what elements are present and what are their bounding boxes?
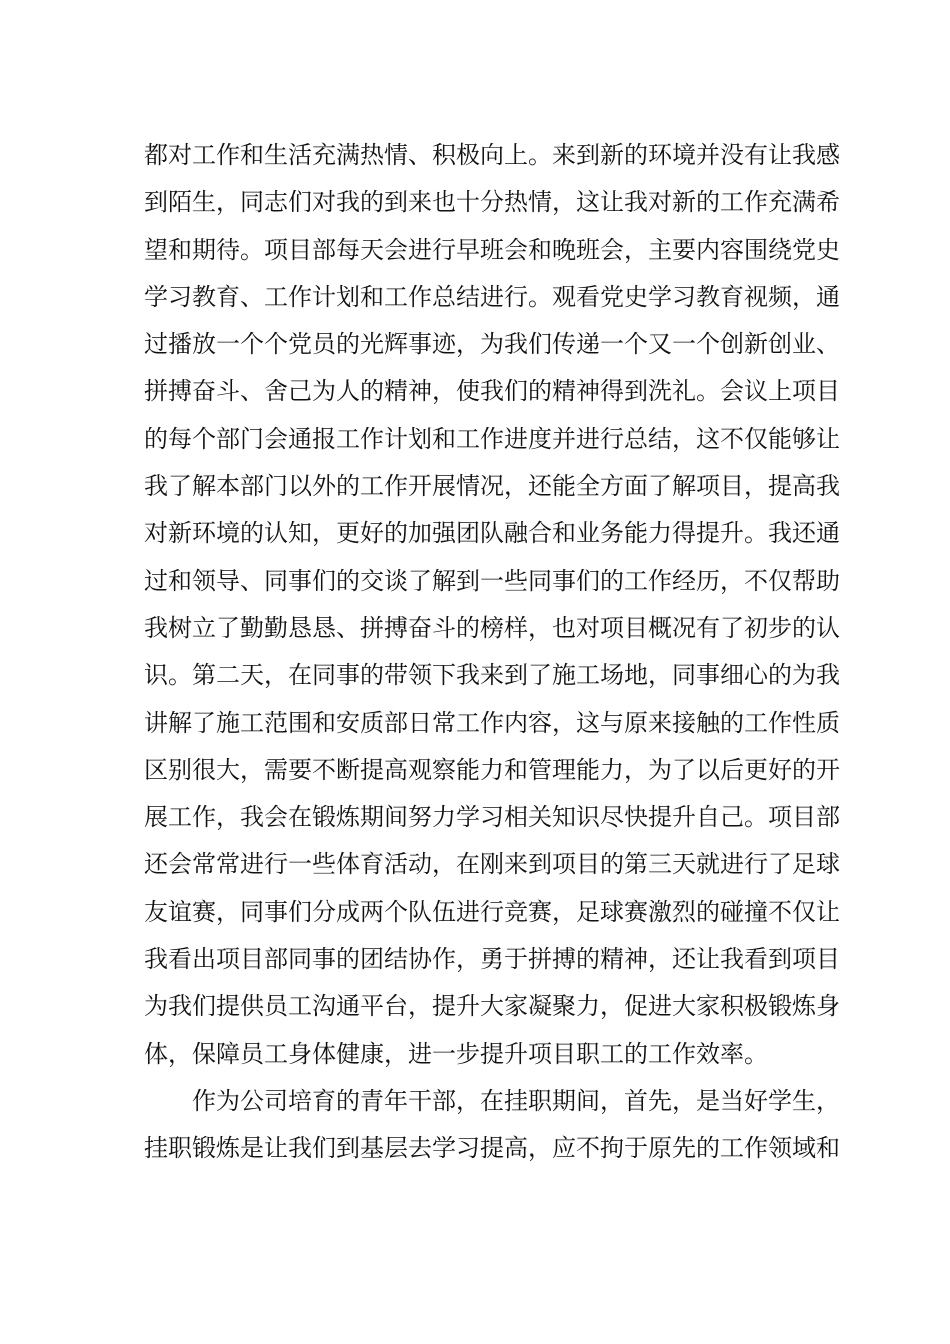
- text-line: 我了解本部门以外的工作开展情况，还能全方面了解项目，提高我: [144, 472, 840, 501]
- paragraph-start-line: 作为公司培育的青年干部，在挂职期间，首先，是当好学生，: [192, 1086, 840, 1115]
- text-line: 望和期待。项目部每天会进行早班会和晚班会，主要内容围绕党史: [144, 235, 840, 264]
- text-line: 区别很大，需要不断提高观察能力和管理能力，为了以后更好的开: [144, 755, 840, 784]
- text-line: 都对工作和生活充满热情、积极向上。来到新的环境并没有让我感: [144, 141, 840, 169]
- text-line: 我看出项目部同事的团结协作，勇于拼搏的精神，还让我看到项目: [144, 945, 840, 974]
- text-line: 过播放一个个党员的光辉事迹，为我们传递一个又一个创新创业、: [144, 330, 840, 359]
- text-line: 的每个部门会通报工作计划和工作进度并进行总结，这不仅能够让: [144, 424, 840, 453]
- text-line: 我树立了勤勤恳恳、拼搏奋斗的榜样，也对项目概况有了初步的认: [144, 613, 840, 642]
- text-line: 学习教育、工作计划和工作总结进行。观看党史学习教育视频，通: [144, 282, 840, 311]
- text-line: 到陌生，同志们对我的到来也十分热情，这让我对新的工作充满希: [144, 188, 840, 217]
- text-line: 展工作，我会在锻炼期间努力学习相关知识尽快提升自己。项目部: [144, 803, 840, 832]
- text-line: 过和领导、同事们的交谈了解到一些同事们的工作经历，不仅帮助: [144, 566, 840, 595]
- text-line: 挂职锻炼是让我们到基层去学习提高，应不拘于原先的工作领域和: [144, 1134, 840, 1163]
- text-line: 拼搏奋斗、舍己为人的精神，使我们的精神得到洗礼。会议上项目: [144, 377, 840, 406]
- text-line: 还会常常进行一些体育活动，在刚来到项目的第三天就进行了足球: [144, 850, 840, 879]
- text-line: 识。第二天，在同事的带领下我来到了施工场地，同事细心的为我: [144, 661, 840, 690]
- text-line: 友谊赛，同事们分成两个队伍进行竞赛，足球赛激烈的碰撞不仅让: [144, 897, 840, 926]
- text-line: 为我们提供员工沟通平台，提升大家凝聚力，促进大家积极锻炼身: [144, 992, 840, 1021]
- paragraph-end-line: 体，保障员工身体健康，进一步提升项目职工的工作效率。: [144, 1039, 768, 1068]
- text-line: 对新环境的认知，更好的加强团队融合和业务能力得提升。我还通: [144, 519, 840, 548]
- text-line: 讲解了施工范围和安质部日常工作内容，这与原来接触的工作性质: [144, 708, 840, 737]
- body-text: [144, 132, 840, 1173]
